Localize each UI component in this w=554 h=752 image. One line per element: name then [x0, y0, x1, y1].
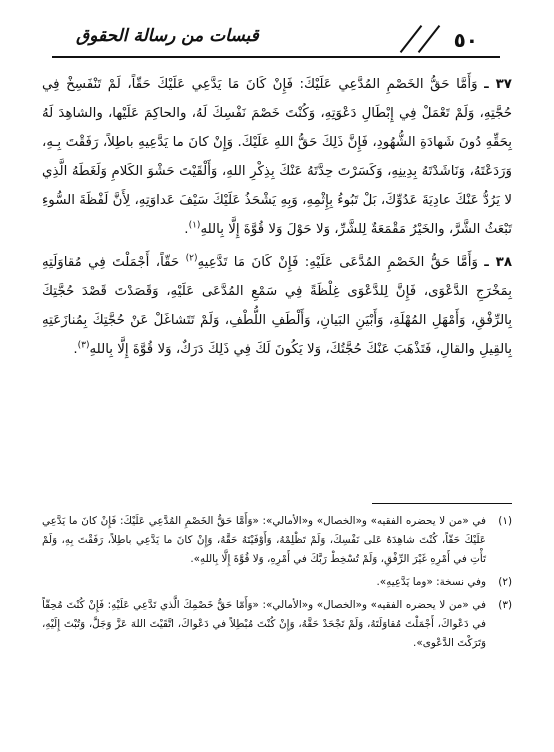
footnote-3: [42, 596, 512, 653]
footnotes: [42, 512, 512, 653]
running-title: قبسات من رسالة الحقوق: [76, 26, 259, 46]
footnote-1: [42, 512, 512, 569]
footnote-reference[interactable]: (٣): [77, 340, 90, 351]
paragraph-text: وَأَمَّا حَقُّ الخَصْمِ المُدَّعِي عَلَيْكَ: فَإِنْ كَانَ مَا يَدَّعِي عَلَيْكَ حَقّاً، لَمْ تَنْفَسِخْ فِي حُجَّتِهِ، وَلَمْ تَعْمَلْ فِي إِبْطَالِ دَعْوَتِهِ، وَكُنْتَ خَصْمَ نَفْسِكَ لَهُ، والحاكِمَ عَلَيْها، والشاهِدَ لَهُ بِحَقِّهِ دُونَ شَهادَةِ الشُّهُودِ، فَإِنَّ ذَلِكَ حَقُّ اللهِ عَلَيْكَ. وَإِنْ كانَ ما يَدَّعِيهِ باطِلاً، رَفَقْتَ بِـهِ، وَرَدَعْتَهُ، وَنَاشَدْتَهُ بِدِينِهِ، وَكَسَرْتَ حِدَّتَهُ عَنْكَ بِذِكْرِ اللهِ، وَأَلْقَيْتَ حَشْوَ الكَلامِ وَلَغَطَهُ الَّذِي لا يَرُدُّ عَنْكَ عادِيَةَ عَدُوِّكَ، بَلْ تَبُوءُ بِإِثْمِهِ، وَبِهِ يَشْحَذُ عَلَيْكَ سَيْفَ عَداوَتِهِ، لِأَنَّ لَفْظَةَ السُّوءِ تَبْعَثُ الشَّرَّ، والخَيْرُ مَقْمَعَةٌ لِلشَّرِّ، وَلا حَوْلَ وَلا قُوَّةَ إِلَّا بِاللهِ: [42, 77, 512, 237]
footnote-separator: [372, 503, 512, 504]
footnote-reference[interactable]: (١): [188, 220, 201, 231]
footnote-reference[interactable]: (٢): [185, 253, 198, 264]
page-number: ٥٠: [453, 28, 478, 52]
running-title-underline: [66, 56, 216, 57]
footnote-text: وفي نسخة: «وما يَدَّعِيهِ».: [376, 576, 486, 588]
footnote-text: في «من لا يحضره الفقيه» و«الخصال» و«الأمالي»: «وَأَمّا حَقُّ خَصْمِكَ الَّذي تَدَّعِي عَلَيْهِ: فَإِنْ كُنْتَ مُحِقّاً في دَعْواكَ، أَجْمَلْتَ مُقاوَلَتَهُ، وَلَمْ تَجْحَدْ حَقَّهُ، وَإِنْ كُنْتَ مُبْطِلاً في دَعْواكَ، اتَّقَيْتَ اللهَ عَزَّ وَجَلَّ، وَتُبْتَ إِلَيْهِ، وَتَرَكْتَ الدَّعْوى».: [42, 599, 486, 649]
footnote-2: [42, 573, 512, 592]
footnote-marker: (٣): [498, 599, 512, 611]
paragraph-text-lead: وَأَمَّا حَقُّ الخَصْمِ المُدَّعَى عَلَيْهِ: فَإِنْ كَانَ مَا تَدَّعِيهِ: [197, 255, 478, 270]
page-number-box: [420, 26, 500, 56]
page-header: [52, 18, 500, 64]
paragraph-number: ٣٧ ـ: [484, 77, 512, 92]
footnote-marker: (١): [498, 515, 512, 527]
paragraph-text: حَقّاً، أَجْمَلْتَ فِي مُقاوَلَتِهِ بِمَخْرَجِ الدَّعْوَى، فَإِنَّ لِلدَّعْوَى غِلْظَةً فِي سَمْعِ المُدَّعَى عَلَيْهِ، وَقَصَدْتَ قَصْدَ حُجَّتِكَ بِالرِّفْقِ، وَأَمْهَلِ المُهْلَةِ، وَأَبْيَنِ البَيانِ، وَأَلْطَفِ اللُّطْفِ، وَلَمْ تَتَشاغَلْ عَنْ حُجَّتِكَ بِمُنازَعَتِهِ بِالقِيلِ والقالِ، فَتَذْهَبَ عَنْكَ حُجَّتُكَ، وَلا يَكُونَ لَكَ فِي ذَلِكَ دَرَكٌ، وَلا قُوَّةَ إِلَّا بِاللهِ: [42, 255, 512, 357]
main-text: [42, 70, 512, 364]
footnote-marker: (٢): [498, 576, 512, 588]
footnote-text: في «من لا يحضره الفقيه» و«الخصال» و«الأمالي»: «وَأَمَّا حَقُّ الخَصْمِ المُدَّعِي عَلَيْكَ: فَإِنْ كانَ ما يَدَّعِي عَلَيْكَ حَقّاً، كُنْتَ شاهِدَهُ عَلى نَفْسِكَ، وَلَمْ تَظْلِمْهُ، وَأَوْفَيْتَهُ حَقَّهُ، وَإِنْ كانَ ما يَدَّعِي باطِلاً، رَفَقْتَ بِهِ، وَلَمْ تَأْتِ في أَمْرِهِ غَيْرَ الرِّفْقِ، وَلَمْ تُسْخِطْ رَبَّكَ في أَمْرِهِ، وَلا قُوَّةَ إِلَّا بِاللهِ».: [42, 515, 486, 565]
paragraph-number: ٣٨ ـ: [484, 255, 512, 270]
paragraph-38: ٣٨ ـ وَأَمَّا حَقُّ الخَصْمِ المُدَّعَى عَلَيْهِ: فَإِنْ كَانَ مَا تَدَّعِيهِ$^{(٢)}$ حَقّاً، أَجْمَلْتَ فِي مُقاوَلَتِهِ بِمَخْرَجِ الدَّعْوَى، فَإِنَّ لِلدَّعْوَى غِلْظَةً فِي سَمْعِ المُدَّعَى عَلَيْهِ، وَقَصَدْتَ قَصْدَ حُجَّتِكَ بِالرِّفْقِ، وَأَمْهَلِ المُهْلَةِ، وَأَبْيَنِ البَيانِ، وَأَلْطَفِ اللُّطْفِ، وَلَمْ تَتَشاغَلْ عَنْ حُجَّتِكَ بِمُنازَعَتِهِ بِالقِيلِ والقالِ، فَتَذْهَبَ عَنْكَ حُجَّتُكَ، وَلا يَكُونَ لَكَ فِي ذَلِكَ دَرَكٌ، وَلا قُوَّةَ إِلَّا بِاللهِ$^{(٣)}$.: [42, 253, 512, 357]
paragraph-37: ٣٧ ـ وَأَمَّا حَقُّ الخَصْمِ المُدَّعِي عَلَيْكَ: فَإِنْ كَانَ مَا يَدَّعِي عَلَيْكَ حَقّاً، لَمْ تَنْفَسِخْ فِي حُجَّتِهِ، وَلَمْ تَعْمَلْ فِي إِبْطَالِ دَعْوَتِهِ، وَكُنْتَ خَصْمَ نَفْسِكَ لَهُ، والحاكِمَ عَلَيْها، والشاهِدَ لَهُ بِحَقِّهِ دُونَ شَهادَةِ الشُّهُودِ، فَإِنَّ ذَلِكَ حَقُّ اللهِ عَلَيْكَ. وَإِنْ كانَ ما يَدَّعِيهِ باطِلاً، رَفَقْتَ بِـهِ، وَرَدَعْتَهُ، وَنَاشَدْتَهُ بِدِينِهِ، وَكَسَرْتَ حِدَّتَهُ عَنْكَ بِذِكْرِ اللهِ، وَأَلْقَيْتَ حَشْوَ الكَلامِ وَلَغَطَهُ الَّذِي لا يَرُدُّ عَنْكَ عادِيَةَ عَدُوِّكَ، بَلْ تَبُوءُ بِإِثْمِهِ، وَبِهِ يَشْحَذُ عَلَيْكَ سَيْفَ عَداوَتِهِ، لِأَنَّ لَفْظَةَ السُّوءِ تَبْعَثُ الشَّرَّ، والخَيْرُ مَقْمَعَةٌ لِلشَّرِّ، وَلا حَوْلَ وَلا قُوَّةَ إِلَّا بِاللهِ$^{(١)}$.: [42, 77, 512, 237]
